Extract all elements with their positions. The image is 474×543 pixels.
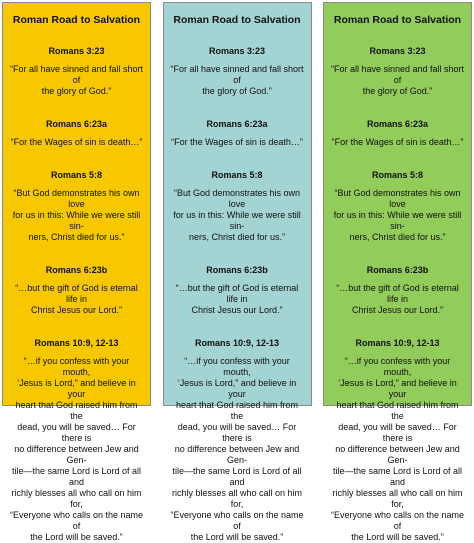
verse-reference: Romans 10:9, 12-13 xyxy=(355,338,440,348)
verse-text: “But God demonstrates his own love for us in this: While we were still sin- ners, Christ died for us.” xyxy=(173,188,301,242)
verse-section xyxy=(164,170,311,243)
bookmark-yellow xyxy=(2,2,151,542)
verse-text: “…but the gift of God is eternal life in Christ Jesus our Lord.” xyxy=(175,283,299,315)
verse-text: “But God demonstrates his own love for us in this: While we were still sin- ners, Christ died for us.” xyxy=(333,188,462,242)
verse-section xyxy=(324,265,471,316)
verse-text: “For all have sinned and fall short of the glory of God.” xyxy=(330,64,465,96)
verse-reference: Romans 5:8 xyxy=(50,170,103,180)
verse-section xyxy=(324,170,471,243)
bookmark-green xyxy=(323,2,472,542)
verse-text: “…but the gift of God is eternal life in Christ Jesus our Lord.” xyxy=(336,283,459,315)
bookmark-set xyxy=(2,2,472,542)
verse-section xyxy=(164,46,311,97)
verse-section xyxy=(3,265,150,316)
verse-reference: Romans 6:23a xyxy=(206,119,268,129)
verse-text: “For all have sinned and fall short of the glory of God.” xyxy=(9,64,144,96)
verse-section xyxy=(324,46,471,97)
verse-section xyxy=(3,46,150,97)
verse-reference: Romans 6:23b xyxy=(366,265,429,275)
bookmark-teal xyxy=(163,2,312,542)
verse-reference: Romans 6:23b xyxy=(45,265,108,275)
verse-text: “For all have sinned and fall short of the glory of God.” xyxy=(170,64,304,96)
verse-section xyxy=(3,338,150,543)
bookmark-title: Roman Road to Salvation xyxy=(12,14,141,26)
verse-reference: Romans 10:9, 12-13 xyxy=(34,338,119,348)
verse-reference: Romans 3:23 xyxy=(208,46,266,56)
verse-reference: Romans 10:9, 12-13 xyxy=(194,338,280,348)
verse-section xyxy=(324,119,471,148)
verse-section xyxy=(164,119,311,148)
verse-text: “…if you confess with your mouth, ‘Jesus is Lord,” and believe in your heart that God raised him from the dead, you will be saved… For there is no difference between Jew and Gen- tile—the same Lord is Lord of all and richly blesses all who call on him for, “Everyone who calls on the name of the Lord will be saved.” xyxy=(170,356,304,542)
verse-reference: Romans 6:23a xyxy=(45,119,108,129)
verse-text: “For the Wages of sin is death…” xyxy=(10,137,143,147)
bookmark-title: Roman Road to Salvation xyxy=(173,14,301,26)
verse-section xyxy=(164,265,311,316)
bookmark-title: Roman Road to Salvation xyxy=(333,14,462,26)
verse-reference: Romans 5:8 xyxy=(211,170,263,180)
verse-reference: Romans 3:23 xyxy=(48,46,105,56)
verse-text: “For the Wages of sin is death…” xyxy=(171,137,303,147)
verse-section xyxy=(164,338,311,543)
verse-text: “…if you confess with your mouth, ‘Jesus is Lord,” and believe in your heart that God raised him from the dead, you will be saved… For there is no difference between Jew and Gen- tile—the same Lord is Lord of all and richly blesses all who call on him for, “Everyone who calls on the name of the Lord will be saved.” xyxy=(9,356,144,542)
verse-text: “…if you confess with your mouth, ‘Jesus is Lord,” and believe in your heart that God raised him from the dead, you will be saved… For there is no difference between Jew and Gen- tile—the same Lord is Lord of all and richly blesses all who call on him for, “Everyone who calls on the name of the Lord will be saved.” xyxy=(330,356,465,542)
verse-text: “For the Wages of sin is death…” xyxy=(331,137,464,147)
verse-section xyxy=(3,170,150,243)
verse-text: “But God demonstrates his own love for us in this: While we were still sin- ners, Christ died for us.” xyxy=(12,188,141,242)
verse-reference: Romans 6:23b xyxy=(206,265,268,275)
verse-reference: Romans 5:8 xyxy=(371,170,424,180)
verse-reference: Romans 6:23a xyxy=(366,119,429,129)
verse-section xyxy=(3,119,150,148)
verse-text: “…but the gift of God is eternal life in Christ Jesus our Lord.” xyxy=(15,283,138,315)
verse-section xyxy=(324,338,471,543)
verse-reference: Romans 3:23 xyxy=(369,46,426,56)
